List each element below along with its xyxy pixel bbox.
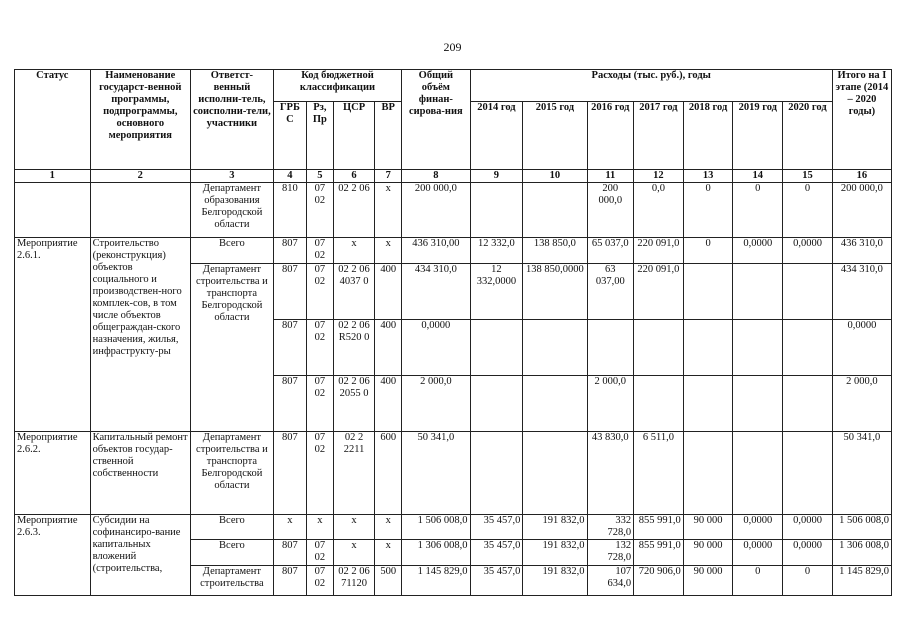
vr-cell: 400 bbox=[375, 264, 402, 320]
y2016-cell: 132 728,0 bbox=[587, 540, 634, 566]
y2019-cell: 0,0000 bbox=[733, 515, 783, 540]
y2014-cell bbox=[470, 320, 523, 376]
col-num: 7 bbox=[375, 170, 402, 183]
y2016-cell: 2 000,0 bbox=[587, 376, 634, 432]
responsible-cell: Всего bbox=[191, 540, 274, 566]
total-cell: 50 341,0 bbox=[402, 432, 470, 515]
y2017-cell: 0,0 bbox=[634, 183, 684, 238]
y2014-cell bbox=[470, 376, 523, 432]
table-row bbox=[15, 238, 892, 264]
y2017-cell: 855 991,0 bbox=[634, 515, 684, 540]
vr-cell: 400 bbox=[375, 376, 402, 432]
col-num: 5 bbox=[306, 170, 333, 183]
col-num: 16 bbox=[832, 170, 891, 183]
y2019-cell: 0,0000 bbox=[733, 238, 783, 264]
header-responsible: Ответст-венный исполни-тель, соисполни-тели, участники bbox=[191, 70, 274, 170]
name-cell bbox=[90, 183, 190, 238]
y2018-cell bbox=[683, 432, 733, 515]
stage-total-cell: 200 000,0 bbox=[832, 183, 891, 238]
grbs-cell: х bbox=[273, 515, 306, 540]
col-num: 6 bbox=[333, 170, 374, 183]
y2020-cell bbox=[783, 320, 833, 376]
col-num: 2 bbox=[90, 170, 190, 183]
header-2017: 2017 год bbox=[634, 102, 684, 170]
y2020-cell: 0,0000 bbox=[783, 540, 833, 566]
csr-cell: 02 2 06 R520 0 bbox=[333, 320, 374, 376]
y2015-cell bbox=[523, 183, 587, 238]
y2019-cell: 0,0000 bbox=[733, 540, 783, 566]
grbs-cell: 807 bbox=[273, 432, 306, 515]
rzpr-cell: 07 02 bbox=[306, 540, 333, 566]
total-cell: 0,0000 bbox=[402, 320, 470, 376]
csr-cell: 02 2 06 bbox=[333, 183, 374, 238]
csr-cell: х bbox=[333, 238, 374, 264]
csr-cell: 02 2 06 71120 bbox=[333, 566, 374, 596]
y2018-cell: 90 000 bbox=[683, 540, 733, 566]
csr-cell: х bbox=[333, 515, 374, 540]
y2014-cell bbox=[470, 183, 523, 238]
y2016-cell: 63 037,00 bbox=[587, 264, 634, 320]
column-number-row bbox=[15, 170, 892, 183]
col-num: 4 bbox=[273, 170, 306, 183]
grbs-cell: 807 bbox=[273, 376, 306, 432]
y2014-cell bbox=[470, 432, 523, 515]
stage-total-cell: 1 506 008,0 bbox=[832, 515, 891, 540]
col-num: 9 bbox=[470, 170, 523, 183]
col-num: 8 bbox=[402, 170, 470, 183]
stage-total-cell: 434 310,0 bbox=[832, 264, 891, 320]
page-number: 209 bbox=[443, 40, 462, 54]
y2020-cell: 0 bbox=[783, 566, 833, 596]
col-num: 11 bbox=[587, 170, 634, 183]
y2020-cell: 0 bbox=[783, 183, 833, 238]
header-2015: 2015 год bbox=[523, 102, 587, 170]
y2020-cell bbox=[783, 432, 833, 515]
y2015-cell: 191 832,0 bbox=[523, 540, 587, 566]
grbs-cell: 807 bbox=[273, 540, 306, 566]
stage-total-cell: 0,0000 bbox=[832, 320, 891, 376]
responsible-cell: Всего bbox=[191, 515, 274, 540]
y2020-cell bbox=[783, 376, 833, 432]
vr-cell: х bbox=[375, 183, 402, 238]
y2018-cell bbox=[683, 376, 733, 432]
y2014-cell: 35 457,0 bbox=[470, 515, 523, 540]
y2016-cell bbox=[587, 320, 634, 376]
header-csr: ЦСР bbox=[333, 102, 374, 170]
csr-cell: 02 2 06 4037 0 bbox=[333, 264, 374, 320]
rzpr-cell: х bbox=[306, 515, 333, 540]
header-budget-code: Код бюджетной классификации bbox=[273, 70, 401, 102]
header-expenses: Расходы (тыс. руб.), годы bbox=[470, 70, 832, 102]
total-cell: 1 306 008,0 bbox=[402, 540, 470, 566]
y2020-cell bbox=[783, 264, 833, 320]
csr-cell: 02 2 06 2055 0 bbox=[333, 376, 374, 432]
y2019-cell bbox=[733, 376, 783, 432]
total-cell: 436 310,00 bbox=[402, 238, 470, 264]
y2020-cell: 0,0000 bbox=[783, 515, 833, 540]
y2018-cell: 0 bbox=[683, 238, 733, 264]
y2015-cell: 138 850,0 bbox=[523, 238, 587, 264]
header-vr: ВР bbox=[375, 102, 402, 170]
y2018-cell: 90 000 bbox=[683, 515, 733, 540]
responsible-cell: Департамент строительства и транспорта Белгородской области bbox=[191, 432, 274, 515]
grbs-cell: 810 bbox=[273, 183, 306, 238]
table-row bbox=[15, 515, 892, 540]
vr-cell: х bbox=[375, 238, 402, 264]
status-cell: Мероприятие 2.6.3. bbox=[15, 515, 91, 596]
status-cell bbox=[15, 183, 91, 238]
table-row bbox=[15, 432, 892, 515]
responsible-cell: Департамент строительства bbox=[191, 566, 274, 596]
y2019-cell bbox=[733, 320, 783, 376]
vr-cell: 600 bbox=[375, 432, 402, 515]
y2015-cell bbox=[523, 432, 587, 515]
rzpr-cell: 07 02 bbox=[306, 183, 333, 238]
y2018-cell: 0 bbox=[683, 183, 733, 238]
total-cell: 200 000,0 bbox=[402, 183, 470, 238]
rzpr-cell: 07 02 bbox=[306, 376, 333, 432]
vr-cell: х bbox=[375, 540, 402, 566]
y2016-cell: 43 830,0 bbox=[587, 432, 634, 515]
stage-total-cell: 2 000,0 bbox=[832, 376, 891, 432]
y2019-cell: 0 bbox=[733, 566, 783, 596]
y2016-cell: 65 037,0 bbox=[587, 238, 634, 264]
y2017-cell bbox=[634, 376, 684, 432]
responsible-cell: Департамент строительства и транспорта Белгородской области bbox=[191, 264, 274, 432]
csr-cell: 02 2 2211 bbox=[333, 432, 374, 515]
y2019-cell: 0 bbox=[733, 183, 783, 238]
col-num: 12 bbox=[634, 170, 684, 183]
y2017-cell: 220 091,0 bbox=[634, 238, 684, 264]
header-2016: 2016 год bbox=[587, 102, 634, 170]
grbs-cell: 807 bbox=[273, 238, 306, 264]
stage-total-cell: 50 341,0 bbox=[832, 432, 891, 515]
rzpr-cell: 07 02 bbox=[306, 320, 333, 376]
status-cell: Мероприятие 2.6.2. bbox=[15, 432, 91, 515]
csr-cell: х bbox=[333, 540, 374, 566]
status-cell: Мероприятие 2.6.1. bbox=[15, 238, 91, 432]
y2014-cell: 12 332,0000 bbox=[470, 264, 523, 320]
y2015-cell: 138 850,0000 bbox=[523, 264, 587, 320]
stage-total-cell: 436 310,0 bbox=[832, 238, 891, 264]
header-2020: 2020 год bbox=[783, 102, 833, 170]
header-stage-total: Итого на I этапе (2014 – 2020 годы) bbox=[832, 70, 891, 170]
y2017-cell: 855 991,0 bbox=[634, 540, 684, 566]
y2017-cell: 720 906,0 bbox=[634, 566, 684, 596]
col-num: 3 bbox=[191, 170, 274, 183]
responsible-cell: Всего bbox=[191, 238, 274, 264]
rzpr-cell: 07 02 bbox=[306, 432, 333, 515]
name-cell: Строительство (реконструкция) объектов социального и производствен-ного комплек-сов, в том числе объектов общеграждан-ского назначения, жилья, инфраструкту-ры bbox=[90, 238, 190, 432]
y2017-cell bbox=[634, 320, 684, 376]
col-num: 15 bbox=[783, 170, 833, 183]
header-2014: 2014 год bbox=[470, 102, 523, 170]
y2016-cell: 107 634,0 bbox=[587, 566, 634, 596]
stage-total-cell: 1 306 008,0 bbox=[832, 540, 891, 566]
grbs-cell: 807 bbox=[273, 566, 306, 596]
y2014-cell: 12 332,0 bbox=[470, 238, 523, 264]
header-2019: 2019 год bbox=[733, 102, 783, 170]
rzpr-cell: 07 02 bbox=[306, 566, 333, 596]
y2016-cell: 332 728,0 bbox=[587, 515, 634, 540]
col-num: 14 bbox=[733, 170, 783, 183]
y2018-cell bbox=[683, 264, 733, 320]
grbs-cell: 807 bbox=[273, 264, 306, 320]
y2018-cell: 90 000 bbox=[683, 566, 733, 596]
grbs-cell: 807 bbox=[273, 320, 306, 376]
vr-cell: 400 bbox=[375, 320, 402, 376]
vr-cell: 500 bbox=[375, 566, 402, 596]
stage-total-cell: 1 145 829,0 bbox=[832, 566, 891, 596]
header-grbs: ГРБ С bbox=[273, 102, 306, 170]
table-row bbox=[15, 183, 892, 238]
y2017-cell: 6 511,0 bbox=[634, 432, 684, 515]
y2019-cell bbox=[733, 264, 783, 320]
responsible-cell: Департамент образования Белгородской области bbox=[191, 183, 274, 238]
budget-table bbox=[14, 69, 892, 596]
y2020-cell: 0,0000 bbox=[783, 238, 833, 264]
name-cell: Субсидии на софинансиро-вание капитальных вложений (строительства, bbox=[90, 515, 190, 596]
rzpr-cell: 07 02 bbox=[306, 238, 333, 264]
header-name: Наименование государст-венной программы, подпрограммы, основного мероприятия bbox=[90, 70, 190, 170]
col-num: 1 bbox=[15, 170, 91, 183]
total-cell: 2 000,0 bbox=[402, 376, 470, 432]
vr-cell: х bbox=[375, 515, 402, 540]
col-num: 13 bbox=[683, 170, 733, 183]
y2015-cell: 191 832,0 bbox=[523, 515, 587, 540]
y2015-cell: 191 832,0 bbox=[523, 566, 587, 596]
total-cell: 434 310,0 bbox=[402, 264, 470, 320]
y2014-cell: 35 457,0 bbox=[470, 566, 523, 596]
header-2018: 2018 год bbox=[683, 102, 733, 170]
col-num: 10 bbox=[523, 170, 587, 183]
y2016-cell: 200 000,0 bbox=[587, 183, 634, 238]
name-cell: Капитальный ремонт объектов государ-ственной собственности bbox=[90, 432, 190, 515]
y2017-cell: 220 091,0 bbox=[634, 264, 684, 320]
y2019-cell bbox=[733, 432, 783, 515]
y2015-cell bbox=[523, 376, 587, 432]
total-cell: 1 145 829,0 bbox=[402, 566, 470, 596]
y2018-cell bbox=[683, 320, 733, 376]
rzpr-cell: 07 02 bbox=[306, 264, 333, 320]
header-total: Общий объём финан-сирова-ния bbox=[402, 70, 470, 170]
header-rzpr: Рз, Пр bbox=[306, 102, 333, 170]
y2015-cell bbox=[523, 320, 587, 376]
header-status: Статус bbox=[15, 70, 91, 170]
y2014-cell: 35 457,0 bbox=[470, 540, 523, 566]
total-cell: 1 506 008,0 bbox=[402, 515, 470, 540]
